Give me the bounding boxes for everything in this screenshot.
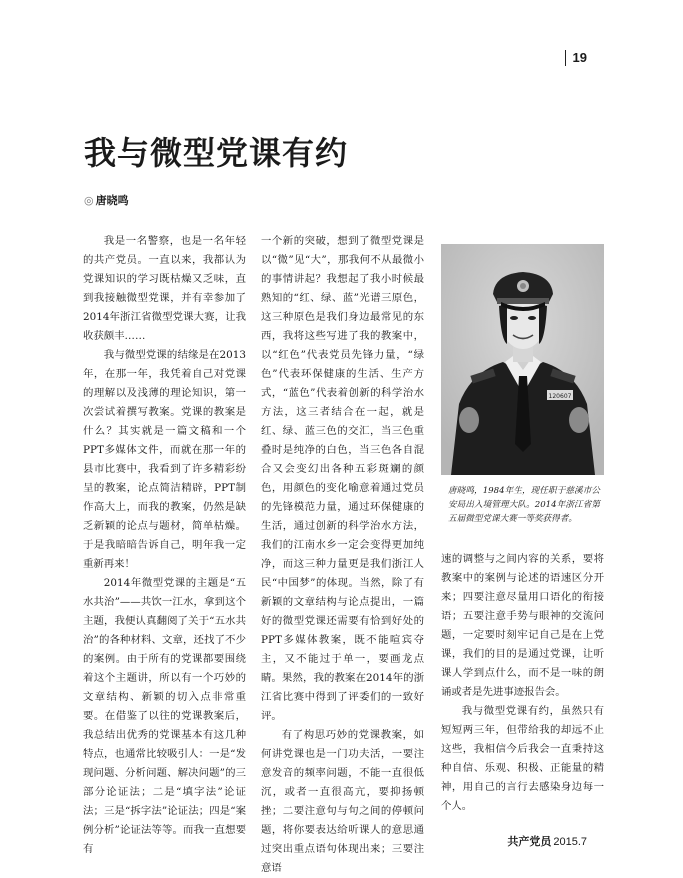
article-column-1 (83, 232, 246, 859)
police-officer-portrait-icon (441, 244, 604, 475)
issue-number: 2015.7 (553, 836, 587, 848)
paragraph: 我是一名警察，也是一名年轻的共产党员。一直以来，我都认为党课知识的学习既枯燥又乏味，直到我接触微型党课，并有幸参加了2014年浙江省微型党课大赛，让我收获颇丰…… (83, 235, 246, 342)
svg-text:120607: 120607 (548, 393, 572, 400)
magazine-logo: 共产党员 (507, 835, 552, 848)
paragraph: 一个新的突破，想到了微型党课是以“微”见“大”，那我何不从最微小的事情讲起？我想起了我小时候最熟知的“红、绿、蓝”光谱三原色，这三种原色是我们身边最常见的东西，我将这些写进了我的教案中，以“红色”代表党员先锋力量，“绿色”代表环保健康的生活、生产方式，“蓝色”代表着创新的科学治水方法，这三者结合在一起，就是红、绿、蓝三色的交汇，当三色重叠时是纯净的白色，当三色各自混合又会变幻出各种五彩斑斓的颜色，用颜色的变化喻意着通过党员的先锋模范力量，通过环保健康的生活，通过创新的科学治水方法，我们的江南水乡一定会变得更加纯净，而这三种力量更是我们浙江人民“中国梦”的体现。当然，除了有新颖的文章结构与论点提出，一篇好的微型党课还需要有恰到好处的PPT多媒体教案，既不能喧宾夺主，又不能过于单一，要画龙点睛。果然，我的教案在2014年的浙江省比赛中得到了评委们的一致好评。 (261, 235, 424, 722)
article-title: 我与微型党课有约 (84, 134, 349, 172)
author-mark-icon: ◎ (84, 194, 94, 207)
paragraph: 2014年微型党课的主题是“五水共治”——共饮一江水，拿到这个主题，我便认真翻阅了关于“五水共治”的各种材料、文章，还找了不少的案例。由于所有的党课都要围绕着这个主题讲，所以有一个巧妙的文章结构、新颖的切入点非常重要。在借鉴了以往的党课教案后，我总结出优秀的党课基本有这几种特点，也通常比较吸引人：一是“发现问题、分析问题、解决问题”的三部分论证法；二是“填字法”论证法；三是“拆字法”论证法；四是“案例分析”论证法等等。而我一直想要有 (83, 577, 246, 855)
article-column-3 (441, 550, 604, 816)
photo-caption: 唐晓鸣，1984年生，现任职于慈溪市公安局出入境管理大队。2014年浙江省第五届微型党课大赛一等奖获得者。 (448, 486, 600, 524)
page-number: 19 (572, 50, 587, 65)
header-divider (565, 50, 566, 66)
page-footer (507, 833, 587, 849)
paragraph: 速的调整与之间内容的关系，要将教案中的案例与论述的语速区分开来；四要注意尽量用口语化的衔接语；五要注意手势与眼神的交流问题，一定要时刻牢记自己是在上党课，我们的目的是通过党课，让听课人学到点什么，而不是一味的朗诵或者是先进事迹报告会。 (441, 553, 604, 698)
paragraph: 有了构思巧妙的党课教案，如何讲党课也是一门功夫活，一要注意发音的频率问题，不能一直很低沉，或者一直很高亢，要抑扬顿挫；二要注意句与句之间的停顿问题，将你要表达给听课人的意思通过突出重点语句体现出来；三要注意语 (261, 729, 424, 874)
paragraph: 我与微型党课有约，虽然只有短短两三年，但带给我的却远不止这些，我相信今后我会一直秉持这种自信、乐观、积极、正能量的精神，用自己的言行去感染身边每一个人。 (441, 705, 604, 812)
paragraph: 我与微型党课的结缘是在2013年，在那一年，我凭着自己对党课的理解以及浅薄的理论知识，第一次尝试着撰写教案。党课的教案是什么？其实就是一篇文稿和一个PPT多媒体文件，而就在那一年的县市比赛中，我看到了许多精彩纷呈的教案，论点简洁精辟，PPT制作高大上，而我的教案，仍然是缺乏新颖的论点与题材，简单枯燥。于是我暗暗告诉自己，明年我一定重新再来！ (83, 349, 246, 570)
author-photo (441, 244, 604, 475)
author-line (84, 192, 129, 208)
article-column-2 (261, 232, 424, 878)
author-name: 唐晓鸣 (95, 194, 129, 207)
